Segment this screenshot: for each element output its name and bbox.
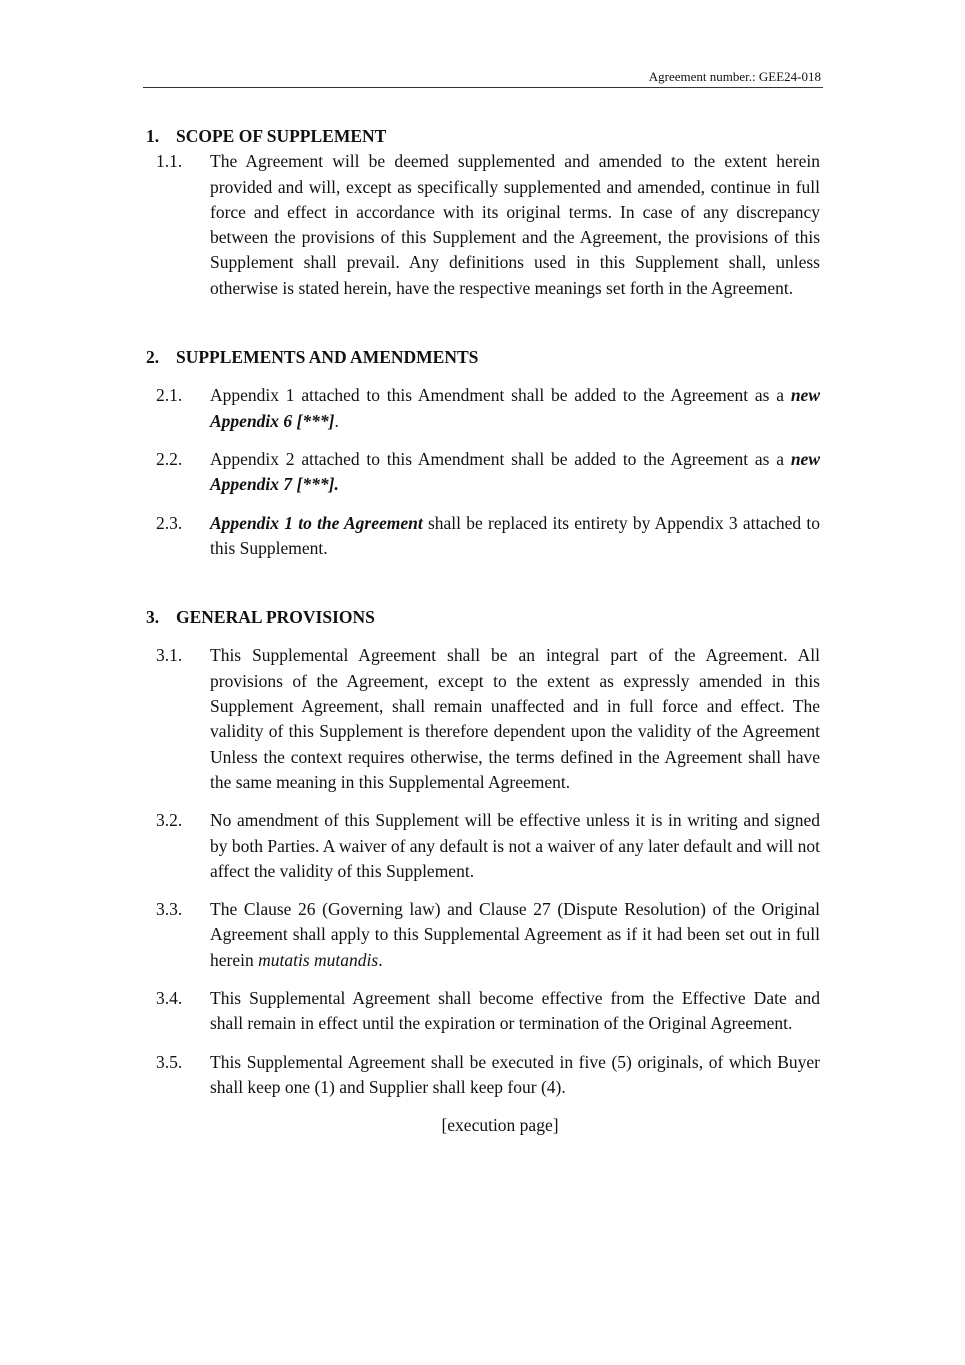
- section-number: 3.: [146, 607, 160, 628]
- clause-3-1: [146, 643, 820, 795]
- clause-3-5: [146, 1050, 820, 1101]
- section-2-heading: [146, 345, 820, 370]
- clause-number: 2.3.: [156, 512, 183, 533]
- section-number: 2.: [146, 347, 160, 368]
- clause-text: Appendix 1 attached to this Amendment shall be added to the Agreement as a new Appendix 6 [***].: [210, 385, 820, 431]
- clause-2-1: [146, 383, 820, 434]
- execution-page-note: [execution page]: [441, 1115, 559, 1136]
- clause-1-1: [146, 149, 820, 301]
- clause-number: 3.2.: [156, 810, 183, 831]
- section-title: SUPPLEMENTS AND AMENDMENTS: [176, 347, 479, 368]
- clause-3-4: [146, 986, 820, 1037]
- section-number: 1.: [146, 126, 160, 146]
- clause-text: No amendment of this Supplement will be effective unless it is in writing and signed by both Parties. A waiver of any default is not a waiver of any later default and will not affect the validity of this Supplement.: [210, 810, 820, 881]
- clause-number: 3.4.: [156, 988, 183, 1009]
- emphasis-text: new Appendix 6 [***]: [210, 385, 820, 431]
- clause-number: 3.3.: [156, 899, 183, 920]
- clause-number: 3.1.: [156, 645, 183, 666]
- italic-text: mutatis mutandis: [258, 949, 379, 970]
- clause-2-2: [146, 447, 820, 498]
- clause-3-2: [146, 808, 820, 884]
- emphasis-text: Appendix 1 to the Agreement: [210, 512, 423, 533]
- clause-number: 2.2.: [156, 448, 183, 469]
- clause-2-3: [146, 511, 820, 562]
- clause-text: This Supplemental Agreement shall be an integral part of the Agreement. All provisions of the Agreement, except to the extent as expressly amended in this Supplement Agreement, shall remain unaffected and in full force and effect. The validity of this Supplement is therefore dependent upon the validity of the Agreement Unless the context requires otherwise, the terms defined in the Agreement shall have the same meaning in this Supplemental Agreement.: [210, 645, 820, 792]
- agreement-number: Agreement number.: GEE24-018: [648, 69, 821, 84]
- section-1-heading: [146, 124, 820, 149]
- clause-text: The Agreement will be deemed supplemented and amended to the extent herein provided and will, except as specifically supplemented and amended, continue in full force and effect in accordance with its original terms. In case of any discrepancy between the provisions of this Supplement and the Agreement, the provisions of this Supplement shall prevail. Any definitions used in this Supplement shall, unless otherwise is stated herein, have the respective meanings set forth in the Agreement.: [210, 151, 820, 298]
- clause-text: This Supplemental Agreement shall become effective from the Effective Date and shall remain in effect until the expiration or termination of the Original Agreement.: [210, 988, 820, 1034]
- document-body: [146, 124, 820, 1139]
- clause-text: Appendix 1 to the Agreement shall be replaced its entirety by Appendix 3 attached to this Supplement.: [210, 512, 820, 558]
- clause-text: Appendix 2 attached to this Amendment shall be added to the Agreement as a new Appendix 7 [***].: [210, 448, 820, 495]
- clause-number: 2.1.: [156, 385, 183, 406]
- emphasis-text: new Appendix 7 [***].: [210, 448, 820, 495]
- clause-text: This Supplemental Agreement shall be executed in five (5) originals, of which Buyer shall keep one (1) and Supplier shall keep four (4).: [210, 1051, 820, 1097]
- section-title: GENERAL PROVISIONS: [176, 607, 375, 628]
- page-header: [143, 67, 823, 88]
- clause-number: 3.5.: [156, 1051, 183, 1072]
- section-3-heading: [146, 605, 820, 630]
- clause-number: 1.1.: [156, 151, 183, 172]
- clause-text: The Clause 26 (Governing law) and Clause 27 (Dispute Resolution) of the Original Agreement shall apply to this Supplemental Agreement as if it had been set out in full herein mutatis mutandis.: [210, 899, 820, 970]
- section-title: SCOPE OF SUPPLEMENT: [176, 126, 387, 146]
- clause-3-3: [146, 897, 820, 973]
